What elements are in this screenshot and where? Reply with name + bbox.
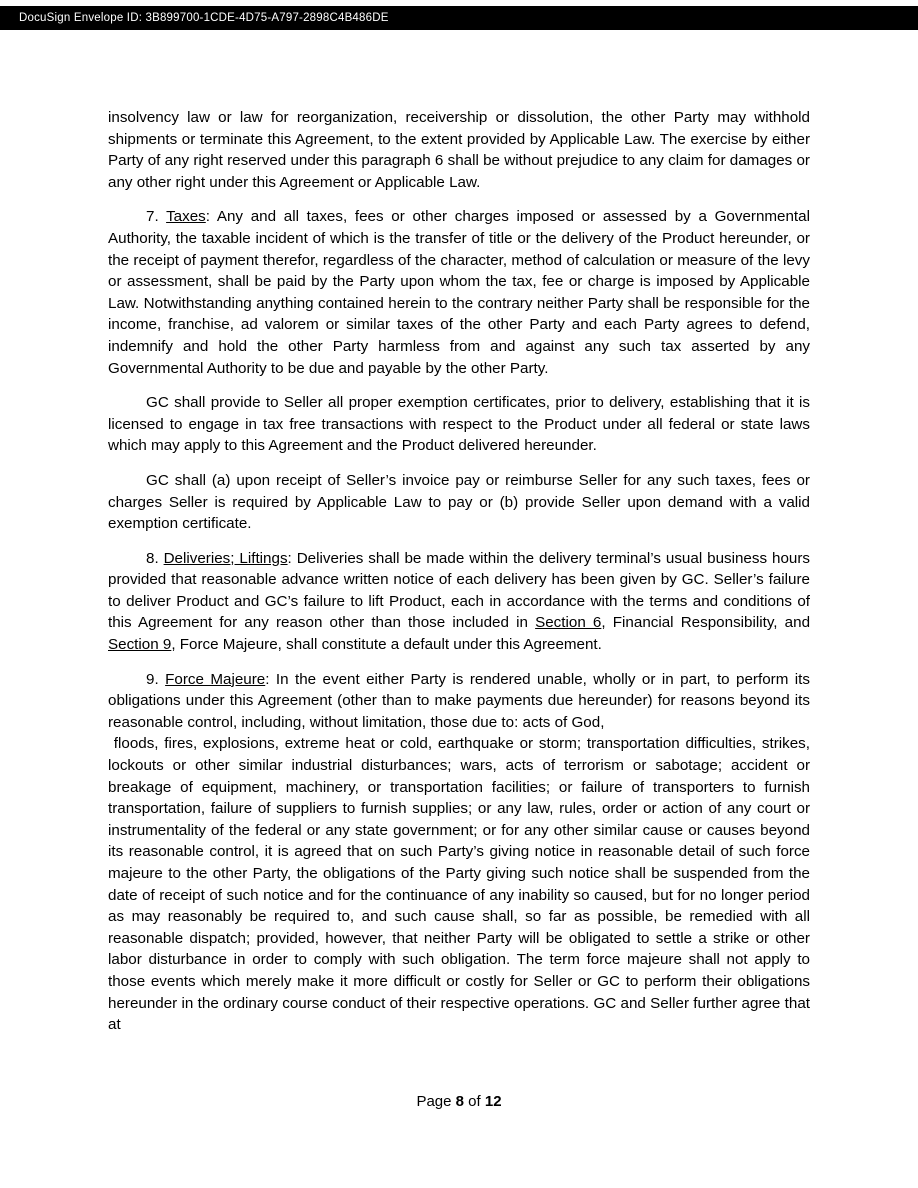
footer-total-pages: 12: [484, 1093, 502, 1110]
underlined-text: Section 6: [535, 614, 602, 632]
paragraph: [108, 107, 810, 193]
text-segment: 9.: [146, 670, 166, 688]
paragraph: [108, 392, 810, 457]
text-segment: : Deliveries shall be made within the delivery terminal’s usual business hours provided that reasonable advance written notice of each delivery has been given by GC. Seller’s failure to deliver Product and GC’s failure to lift Product, each in accordance with the terms and conditions of this Agreement for any reason other than those included in: [108, 549, 810, 632]
underlined-text: Section 9: [108, 636, 172, 654]
envelope-id-text: DocuSign Envelope ID: 3B899700-1CDE-4D75-A797-2898C4B486DE: [19, 12, 389, 24]
text-segment: GC shall provide to Seller all proper exemption certificates, prior to delivery, establishing that it is licensed to engage in tax free transactions with respect to the Product under all federal or state laws which may apply to this Agreement and the Product delivered hereunder.: [108, 394, 810, 455]
footer-page-label: Page: [416, 1093, 456, 1110]
paragraph: [108, 669, 810, 1036]
footer-page-number: 8: [455, 1093, 464, 1110]
underlined-text: Taxes: [166, 208, 206, 226]
text-segment: GC shall (a) upon receipt of Seller’s invoice pay or reimburse Seller for any such taxes, fees or charges Seller is required by Applicable Law to pay or (b) provide Seller upon demand with a valid exemption certificate.: [108, 471, 810, 533]
paragraph: [108, 470, 810, 535]
text-segment: : In the event either Party is rendered unable, wholly or in part, to perform its obligations under this Agreement (other than to make payments due hereunder) for reasons beyond its reasonable control, including, without limitation, those due to: acts of God,: [108, 670, 810, 731]
text-segment: , Force Majeure, shall constitute a default under this Agreement.: [171, 636, 602, 654]
text-segment: 8.: [146, 549, 164, 567]
footer-separator: of: [464, 1093, 485, 1110]
paragraph: [108, 548, 810, 656]
page-footer: [0, 1093, 918, 1110]
text-segment: floods, fires, explosions, extreme heat or cold, earthquake or storm; transportation difficulties, strikes, lockouts or other similar industrial disturbances; wars, acts of terrorism or sabotage; accident or breakage of equipment, machinery, or transportation facilities; or failure of transporters to furnish transportation, failure of suppliers to furnish supplies; or any law, rules, order or action of any court or instrumentality of the federal or any state government; or for any other similar cause or causes beyond its reasonable control, it is agreed that on such Party’s giving notice in reasonable detail of such force majeure to the other Party, the obligations of the Party giving such notice shall be suspended from the date of receipt of such notice and for the continuance of any inability so caused, but for no longer period as may reasonably be required to, and such cause shall, so far as possible, be remedied with all reasonable dispatch; provided, however, that neither Party will be obligated to settle a strike or other labor disturbance in order to comply with such obligation. The term force majeure shall not apply to those events which merely make it more difficult or costly for Seller or GC to perform their obligations hereunder in the ordinary course conduct of their respective operations. GC and Seller further agree that at: [108, 735, 810, 1034]
text-segment: insolvency law or law for reorganization, receivership or dissolution, the other Party may withhold shipments or terminate this Agreement, to the extent provided by Applicable Law. The exercise by either Party of any right reserved under this paragraph 6 shall be without prejudice to any claim for damages or any other right under this Agreement or Applicable Law.: [108, 109, 810, 191]
paragraph: [108, 206, 810, 379]
docusign-envelope-bar: [0, 6, 918, 30]
document-body: [108, 107, 810, 1049]
text-segment: 7.: [146, 208, 167, 226]
text-segment: , Financial Responsibility, and: [601, 614, 811, 632]
underlined-text: Force Majeure: [165, 670, 266, 688]
text-segment: : Any and all taxes, fees or other charges imposed or assessed by a Governmental Authority, the taxable incident of which is the transfer of title or the delivery of the Product hereunder, or the receipt of payment therefor, regardless of the character, method of calculation or measure of the levy or assessment, shall be paid by the Party upon whom the tax, fee or charge is imposed by Applicable Law. Notwithstanding anything contained herein to the contrary neither Party shall be responsible for the income, franchise, ad valorem or similar taxes of the other Party and each Party agrees to defend, indemnify and hold the other Party harmless from and against any such tax asserted by any Governmental Authority to be due and payable by the other Party.: [108, 208, 810, 377]
underlined-text: Deliveries; Liftings: [163, 549, 288, 567]
